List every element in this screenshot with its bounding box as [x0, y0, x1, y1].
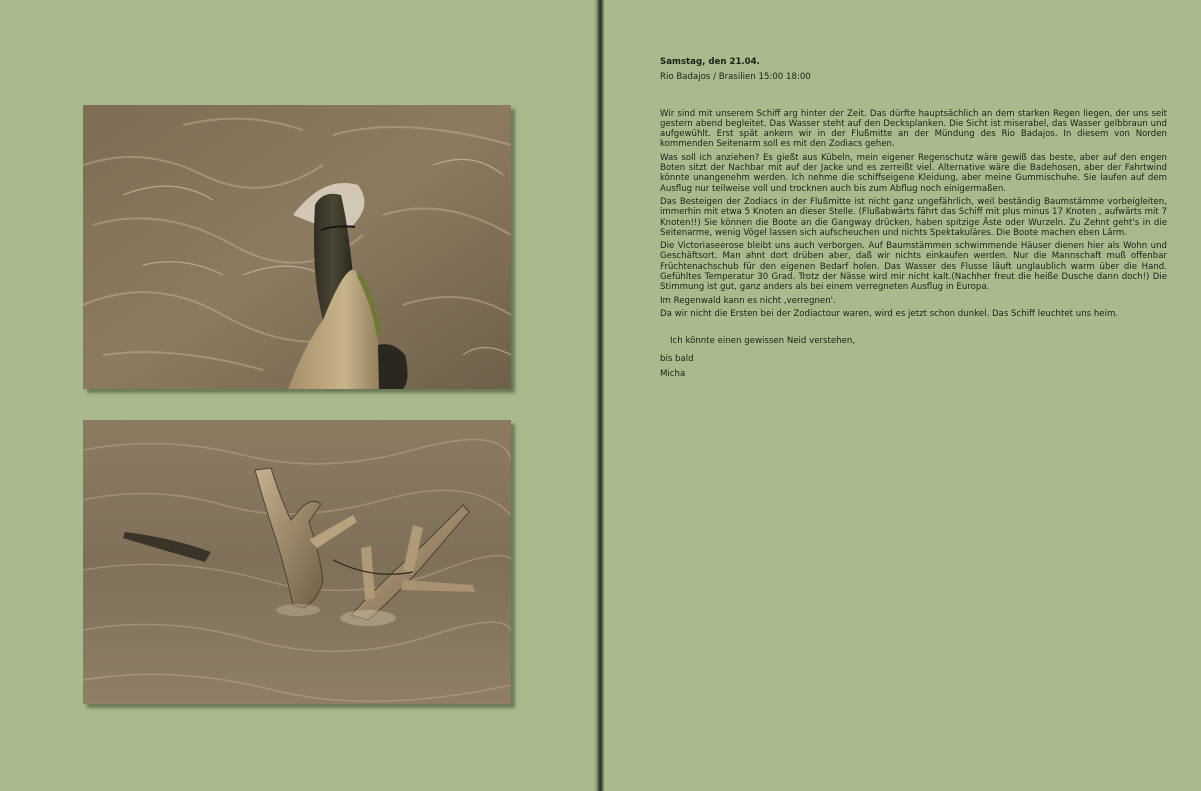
paragraph: Wir sind mit unserem Schiff arg hinter der Zeit. Das dürfte hauptsächlich an dem starken Regen liegen, der uns seit gestern abend begleitet. Das Wasser steht auf den Decksplanken. Die Sicht ist miserabel, das Wasser gelbbraun und aufgewühlt. Erst spät ankern wir in der Flußmitte an der Mündung des Rio Badajos. In diesem von Norden kommenden Seitenarm soll es mit den Zodiacs gehen.	[660, 108, 1167, 150]
photo-floating-log	[83, 105, 511, 389]
paragraph: Da wir nicht die Ersten bei der Zodiactour waren, wird es jetzt schon dunkel. Das Schiff leuchtet uns heim.	[660, 308, 1119, 319]
paragraph: Die Victoriaseerose bleibt uns auch verborgen. Auf Baumstämmen schwimmende Häuser dienen hier als Wohn und Geschäftsort. Man ahnt dort drüben aber, daß wir nichts einkaufen werden. Nur die Mannschaft muß offenbar Früchtenachschub für den eigenen Bedarf holen. Das Wasser des Flusse läuft unglaublich warm über die Hand. Gefühltes Temperatur 30 Grad. Trotz der Nässe wird mir nicht kalt.(Nachher freut die heiße Dusche dann doch!) Die Stimmung ist gut, ganz anders als bei einem verregneten Ausflug in Europa.	[660, 241, 1167, 293]
signature: Micha	[660, 368, 686, 379]
paragraph: Das Besteigen der Zodiacs in der Flußmitte ist nicht ganz ungefährlich, weil beständig Baumstämme vorbeigleiten, immerhin mit etwa 5 Knoten an dieser Stelle. (Flußabwärts fährt das Schiff mit plus minus 17 Knoten , aufwärts mit 7 Knoten!!) Sie können die Boote an die Gangway drücken, haben spitzige Äste oder Wurzeln. Zu Zehnt geht's in die Seitenarme, wenig Vögel lassen sich aufscheuchen und nichts Spektakuläres. Die Boote machen eben Lärm.	[660, 196, 1167, 238]
entry-location: Rio Badajos / Brasilien 15:00 18:00	[660, 72, 811, 83]
diary-entry	[660, 57, 1167, 379]
closing-line: Ich könnte einen gewissen Neid verstehen,	[670, 336, 856, 347]
paragraph: Was soll ich anziehen? Es gießt aus Kübeln, mein eigener Regenschutz wäre gewiß das beste, aber auf den engen Boten sitzt der Nachbar mit auf der Jacke und es zerreißt viel. Alternative wäre die Badehosen, aber der Fahrtwind könnte unangenehm werden. Ich nehme die schiffseigene Kleidung, aber meine Gummischuhe. Sie laufen auf dem Ausflug nur teilweise voll und trocknen auch bis zum Abflug noch einigermaßen.	[660, 152, 1167, 194]
entry-date: Samstag, den 21.04.	[660, 57, 760, 67]
entry-body	[660, 109, 1167, 320]
sign-off: bis bald	[660, 353, 694, 364]
photo-driftwood-roots	[83, 420, 511, 704]
left-page	[0, 0, 597, 791]
paragraph: Im Regenwald kann es nicht ,verregnen'.	[660, 295, 836, 306]
